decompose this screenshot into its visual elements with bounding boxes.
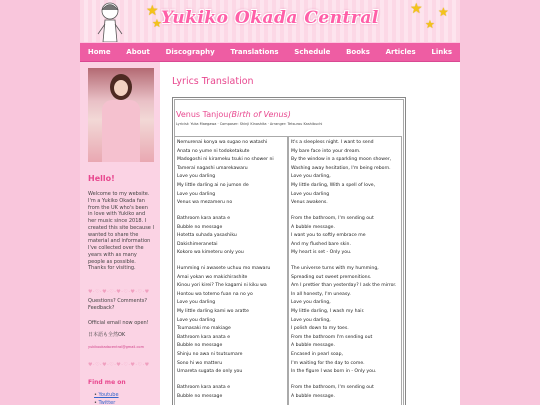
english-stanza: From the bathroom, I'm sending out A bubble message. xyxy=(291,385,374,399)
sidebar-official-email: Official email now open! xyxy=(88,320,149,326)
sidebar-intro: Welcome to my website. I'm a Yukiko Okada fan from the UK who's been in love with Yukiko and her music since 2018. I created this site because I wanted to share the material and information I've collected over the years with as many people as possible. Thanks for visiting. xyxy=(88,191,154,272)
nav-home[interactable]: Home xyxy=(87,48,111,56)
lyrics-columns xyxy=(174,136,402,405)
lyrics-table xyxy=(172,97,406,405)
sidebar-japanese-ok: 日本語も全然OK xyxy=(88,332,126,338)
song-title-subtitle: (Birth of Venus) xyxy=(228,110,291,119)
romaji-stanza: Nemurenai konya wa sugao no watashi Anata no yume ni todoketakute Madogoshi ni kirameku tsuki no shower ni Tameraí nagashi umarekawaru Love you darling My little darling ai no jumon de Love you darling Venus wa mezameru no xyxy=(177,140,274,206)
english-stanza: From the bathroom, I'm sending out A bubble message. I want you to softly embrace me And my flushed bare skin. My heart is set - Only you. xyxy=(291,215,374,256)
english-column xyxy=(288,136,402,405)
photo-body xyxy=(102,100,140,162)
song-credits: Lyricist: Yuka Maegawa · Composer: Shinji Kinoshita · Arranger: Tetsurou Kashibuchi xyxy=(176,122,323,126)
find-me-heading: Find me on xyxy=(88,379,126,386)
star-icon: ★ xyxy=(410,1,423,17)
social-link-youtube[interactable]: • Youtube xyxy=(94,392,119,398)
star-icon: ★ xyxy=(438,5,449,19)
sidebar-questions: Questions? Comments? Feedback? xyxy=(88,298,147,311)
page xyxy=(80,0,460,405)
star-icon: ★ xyxy=(146,3,159,19)
romaji-stanza: Humming ni awasete uchuu mo mawaru Amai yokan wo makichirashite Kinou yori kirei? The kagami ni kiku wa Hontou wa totemo fuan na no yo Love you darling My little darling kami wo aratte Love you darling Tsumasaki mo makiage Bathroom kara anata e Bubble no message Shinju no awa ni tsutsumare Sono hi wo matteru Umareta sugata de only you xyxy=(177,266,271,375)
nav-articles[interactable]: Articles xyxy=(385,48,416,56)
romaji-column xyxy=(174,136,288,405)
english-stanza: It's a sleepless night. I want to send My bare face into your dream. By the window in a sparkling moon shower, Washing away hesitation, I'm being reborn. Love you darling, My little darling, With a spell of love, Love you darling Venus awakens. xyxy=(291,140,392,206)
social-link-twitter[interactable]: • Twitter xyxy=(94,400,115,405)
nav-links[interactable]: Links xyxy=(431,48,453,56)
site-banner xyxy=(80,0,460,42)
main-nav xyxy=(80,42,460,62)
sidebar xyxy=(80,62,160,405)
nav-discography[interactable]: Discography xyxy=(165,48,215,56)
photo-face xyxy=(114,80,128,96)
page-title: Lyrics Translation xyxy=(172,76,254,87)
nav-translations[interactable]: Translations xyxy=(230,48,279,56)
sidebar-hello: Hello! xyxy=(88,174,115,183)
nav-books[interactable]: Books xyxy=(346,48,370,56)
nav-schedule[interactable]: Schedule xyxy=(294,48,331,56)
romaji-stanza: Bathroom kara anata e Bubble no message xyxy=(177,385,231,399)
site-title: Yukiko Okada Central xyxy=(161,8,379,28)
romaji-stanza: Bathroom kara anata e Bubble no message Hotetta suhada yasashiku Dakishimeranetai Kokoro wa kimeteru only you xyxy=(177,215,244,256)
star-icon: ★ xyxy=(152,17,162,30)
song-title-main: Venus Tanjou xyxy=(176,110,229,119)
hearts-divider: ♥·♡·♥·♡·♥·♡·♥·♡·♥ xyxy=(88,362,150,368)
email-link[interactable]: yukikookadacentral@gmail.com xyxy=(88,345,144,349)
english-stanza: The universe turns with my humming, Spreading out sweet premonitions. Am I prettier than yesterday? I ask the mirror. In all honesty, I'm uneasy. Love you darling, My little darling, I wash my hair. Love you darling, I polish down to my toes. From the bathroom I'm sending out A bubble message. Encased in pearl soap, I'm waiting for the day to come. In the figure I was born in - Only you. xyxy=(291,266,397,375)
song-title xyxy=(176,110,291,119)
hearts-divider: ♥·♡·♥·♡·♥·♡·♥·♡·♥ xyxy=(88,289,150,295)
star-icon: ★ xyxy=(425,18,435,31)
profile-photo xyxy=(88,68,154,162)
nav-about[interactable]: About xyxy=(126,48,150,56)
